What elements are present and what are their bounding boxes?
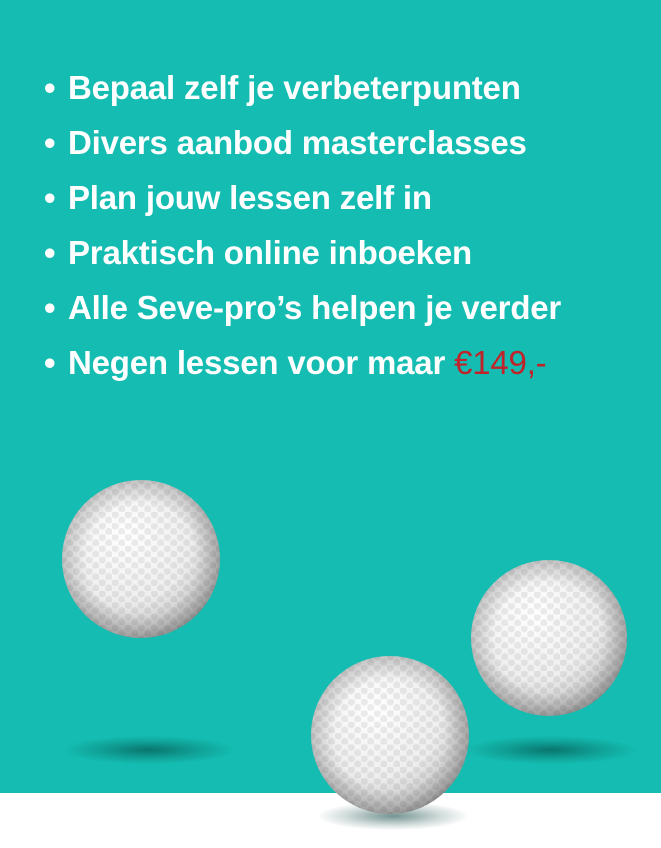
feature-text: Divers aanbod masterclasses <box>68 124 527 161</box>
feature-list <box>44 60 561 390</box>
golf-ball-icon <box>469 558 629 718</box>
feature-item <box>44 60 561 115</box>
feature-text: Bepaal zelf je verbeterpunten <box>68 69 521 106</box>
ball-shadow <box>64 736 234 764</box>
feature-text: Praktisch online inboeken <box>68 234 472 271</box>
feature-text: Alle Seve-pro’s helpen je verder <box>68 289 562 326</box>
feature-item <box>44 280 561 335</box>
bullet-icon: • <box>44 344 56 381</box>
feature-text: Plan jouw lessen zelf in <box>68 179 432 216</box>
feature-item <box>44 115 561 170</box>
golf-ball-icon <box>309 654 471 816</box>
bullet-icon: • <box>44 179 56 216</box>
ball-shadow <box>466 736 636 764</box>
bullet-icon: • <box>44 289 56 326</box>
bullet-icon: • <box>44 234 56 271</box>
feature-text: Negen lessen voor maar <box>68 344 455 381</box>
feature-item-price <box>44 335 561 390</box>
bullet-icon: • <box>44 124 56 161</box>
feature-item <box>44 225 561 280</box>
price-label: €149,- <box>454 344 547 381</box>
golf-ball-icon <box>60 478 222 640</box>
feature-item <box>44 170 561 225</box>
bullet-icon: • <box>44 69 56 106</box>
